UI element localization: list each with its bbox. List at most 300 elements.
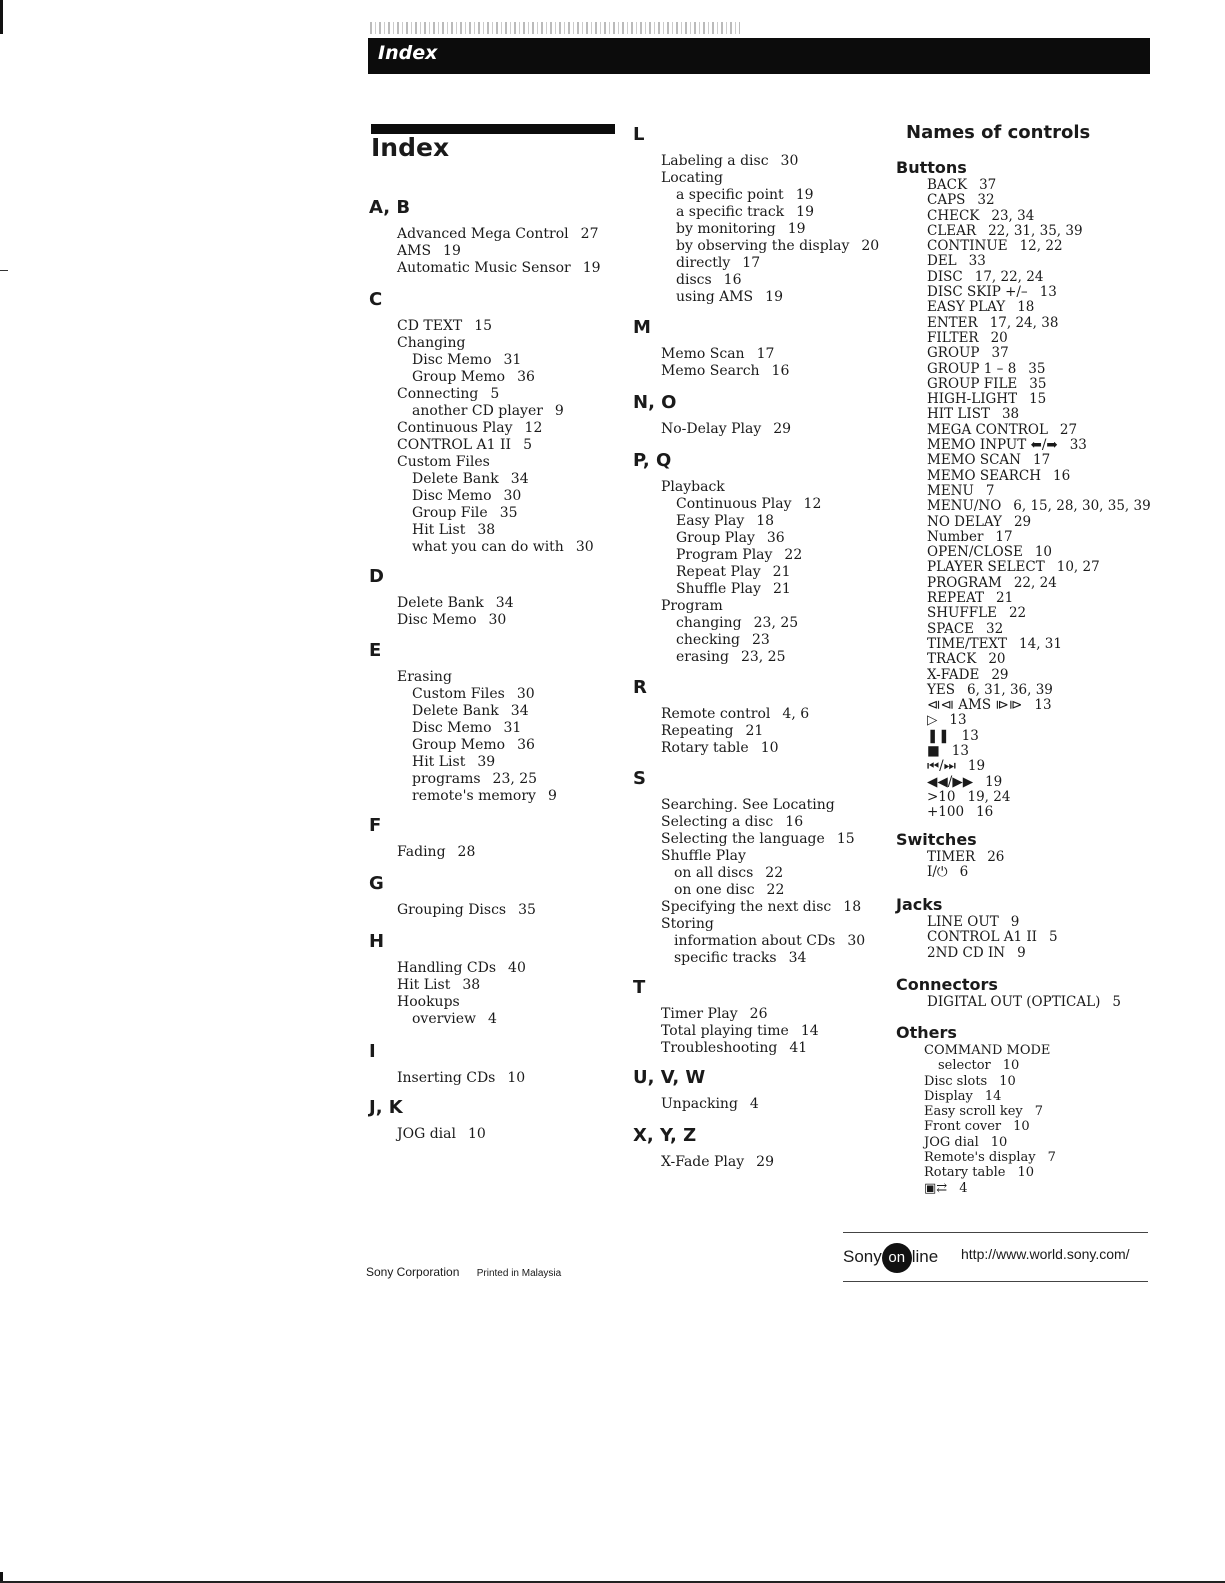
index-entry — [633, 848, 865, 865]
index-entry — [896, 606, 1151, 621]
entry-term: Disc Memo — [412, 720, 492, 736]
index-entry — [369, 539, 594, 556]
entry-term: ■ — [927, 742, 940, 759]
entry-term: COMMAND MODE — [924, 1043, 1051, 1058]
entry-term: CD TEXT — [397, 318, 463, 334]
entry-term: directly — [676, 255, 731, 271]
entry-term: Remote's display — [924, 1150, 1036, 1166]
index-entry — [896, 698, 1151, 713]
entry-page-number: 9 — [1017, 944, 1026, 961]
entry-page-number: 21 — [745, 723, 764, 739]
index-section — [369, 640, 557, 805]
entry-term: LINE OUT — [927, 914, 999, 930]
entry-term: Changing — [397, 335, 466, 351]
entry-term: erasing — [676, 649, 729, 665]
index-entry — [633, 615, 821, 632]
entry-term: Total playing time — [661, 1023, 789, 1039]
controls-group — [896, 158, 1151, 820]
entry-page-number: 31 — [503, 352, 522, 368]
entry-term: CONTROL A1 II — [927, 929, 1037, 946]
entry-page-number: 16 — [723, 272, 742, 288]
index-entry — [896, 346, 1151, 361]
entry-term: Custom Files — [412, 686, 505, 702]
entry-term: EASY PLAY — [927, 299, 1006, 316]
entry-term: ▷ — [927, 712, 938, 729]
entry-page-number: 4, 6 — [782, 706, 810, 722]
entry-page-number: 30 — [488, 612, 507, 628]
entry-term: >10 — [927, 788, 956, 805]
index-section — [369, 873, 536, 919]
index-entry — [633, 289, 879, 306]
index-entry — [896, 453, 1151, 468]
scan-edge-line — [0, 0, 3, 34]
index-entry — [633, 814, 865, 831]
index-entry — [633, 496, 821, 513]
entry-term: Custom Files — [397, 454, 490, 470]
entry-term: Locating — [661, 170, 723, 186]
entry-page-number: 16 — [785, 814, 804, 830]
index-entry — [896, 392, 1151, 407]
entry-term: Timer Play — [661, 1006, 738, 1022]
controls-group-title: Buttons — [896, 158, 967, 177]
entry-term: Memo Scan — [661, 346, 745, 362]
index-entry — [633, 346, 789, 363]
entry-term: SPACE — [927, 620, 975, 637]
controls-group — [896, 895, 1058, 961]
entry-page-number: 27 — [580, 226, 599, 242]
entry-page-number: 20 — [990, 329, 1008, 346]
entry-term: SHUFFLE — [927, 605, 997, 622]
entry-term: overview — [412, 1011, 476, 1027]
entry-term: TIMER — [927, 849, 976, 865]
entry-term: MEMO INPUT ⬅/➡ — [927, 437, 1058, 454]
entry-term: Disc Memo — [412, 352, 492, 368]
entry-term: Connecting — [397, 386, 479, 402]
index-entry — [369, 960, 526, 977]
index-section — [633, 1125, 774, 1171]
entry-page-number: 30 — [575, 539, 594, 555]
entry-page-number: 10 — [1002, 1058, 1020, 1074]
index-entry — [896, 591, 1151, 606]
index-section — [369, 815, 475, 861]
entry-page-number: 31 — [503, 720, 522, 736]
entry-term: ⏮/⏭ — [927, 758, 956, 775]
entry-term: changing — [676, 615, 742, 631]
entry-page-number: 19 — [795, 187, 814, 203]
index-entry — [369, 369, 594, 386]
index-entry — [896, 1119, 1056, 1134]
index-entry — [896, 1150, 1056, 1165]
entry-term: +100 — [927, 804, 965, 821]
index-entry — [896, 729, 1151, 744]
entry-term: Program Play — [676, 547, 773, 563]
entry-term: Unpacking — [661, 1096, 738, 1112]
entry-term: Hit List — [412, 522, 466, 538]
index-entry — [896, 1074, 1056, 1089]
entry-page-number: 32 — [977, 192, 995, 209]
index-entry — [369, 403, 594, 420]
index-entry — [896, 193, 1151, 208]
entry-term: Playback — [661, 479, 725, 495]
entry-term: CAPS — [927, 192, 966, 209]
entry-page-number: 9 — [547, 788, 557, 804]
names-of-controls-title: Names of controls — [906, 122, 1091, 143]
entry-page-number: 10 — [507, 1070, 526, 1086]
entry-page-number: 6, 31, 36, 39 — [967, 681, 1053, 698]
index-entry — [896, 530, 1151, 545]
entry-term: REPEAT — [927, 590, 984, 607]
entry-term: DISC SKIP +/– — [927, 284, 1028, 301]
index-section — [633, 677, 809, 757]
scan-edge-mark — [0, 270, 8, 271]
entry-term: Delete Bank — [412, 471, 499, 487]
entry-page-number: 10 — [1013, 1119, 1030, 1135]
entry-page-number: 33 — [1069, 437, 1087, 454]
entry-page-number: 38 — [1001, 406, 1020, 423]
entry-term: what you can do with — [412, 539, 564, 555]
entry-term: Selecting a disc — [661, 814, 774, 830]
index-section — [633, 977, 819, 1057]
entry-term: information about CDs — [674, 933, 836, 949]
entry-page-number: 34 — [495, 595, 514, 611]
entry-term: Disc Memo — [412, 488, 492, 504]
entry-page-number: 34 — [510, 703, 529, 719]
entry-term: DISC — [927, 268, 963, 285]
entry-page-number: 29 — [1013, 513, 1032, 530]
index-entry — [369, 420, 594, 437]
index-entry — [633, 272, 879, 289]
entry-term: Specifying the next disc — [661, 899, 832, 915]
entry-page-number: 5 — [1112, 994, 1121, 1010]
entry-term: Front cover — [924, 1119, 1002, 1135]
entry-term: ⧏⧏ AMS ⧐⧐ — [927, 697, 1023, 714]
index-entry — [633, 363, 789, 380]
index-entry — [896, 499, 1151, 514]
index-entry — [633, 1023, 819, 1040]
entry-term: DIGITAL OUT (OPTICAL) — [927, 994, 1101, 1010]
index-entry — [896, 484, 1151, 499]
entry-term: FILTER — [927, 329, 979, 346]
entry-page-number: 39 — [477, 754, 496, 770]
index-entry — [633, 797, 865, 814]
entry-page-number: 7 — [985, 482, 995, 499]
index-entry — [369, 335, 594, 352]
index-entry — [896, 1181, 1056, 1196]
index-entry — [896, 270, 1151, 285]
entry-term: Group Memo — [412, 369, 506, 385]
index-entry — [369, 1011, 526, 1028]
entry-page-number: 35 — [1028, 360, 1046, 377]
entry-term: by observing the display — [676, 238, 850, 254]
entry-page-number: 19 — [787, 221, 806, 237]
entry-page-number: 21 — [772, 581, 791, 597]
entry-term: Shuffle Play — [676, 581, 761, 597]
controls-group-title: Switches — [896, 830, 977, 849]
entry-page-number: 23, 25 — [492, 771, 538, 787]
index-entry — [633, 170, 879, 187]
index-entry — [633, 421, 791, 438]
entry-term: Group Memo — [412, 737, 506, 753]
index-entry — [896, 805, 1151, 820]
index-entry — [633, 187, 879, 204]
index-entry — [896, 759, 1151, 774]
entry-page-number: 26 — [749, 1006, 768, 1022]
index-entry — [369, 788, 557, 805]
entry-term: Repeating — [661, 723, 734, 739]
index-entry — [633, 564, 821, 581]
entry-page-number: 22 — [765, 865, 784, 881]
entry-page-number: 17 — [756, 346, 775, 362]
index-entry — [369, 844, 475, 861]
entry-page-number: 35 — [499, 505, 518, 521]
entry-term: X-Fade Play — [661, 1154, 745, 1170]
index-entry — [896, 668, 1151, 683]
entry-page-number: 41 — [789, 1040, 808, 1056]
entry-term: MEGA CONTROL — [927, 421, 1048, 438]
index-entry — [633, 479, 821, 496]
entry-page-number: 18 — [756, 513, 775, 529]
index-entry — [896, 407, 1151, 422]
entry-term: on one disc — [674, 882, 755, 898]
entry-term: GROUP FILE — [927, 375, 1018, 392]
index-entry — [896, 946, 1058, 961]
controls-group — [896, 975, 1121, 1010]
controls-group — [896, 830, 1004, 881]
entry-term: on all discs — [674, 865, 754, 881]
entry-page-number: 30 — [516, 686, 535, 702]
section-letter: P, Q — [633, 450, 672, 471]
sony-online-logo: Sony on line — [843, 1243, 938, 1273]
index-section — [369, 1041, 525, 1087]
entry-term: JOG dial — [924, 1134, 979, 1150]
entry-page-number: 13 — [949, 712, 967, 729]
entry-page-number: 10 — [1017, 1165, 1034, 1181]
entry-page-number: 10 — [990, 1134, 1008, 1150]
index-entry — [369, 977, 526, 994]
index-entry — [896, 362, 1151, 377]
entry-page-number: 16 — [1052, 467, 1071, 484]
index-entry — [896, 469, 1151, 484]
entry-term: Easy Play — [676, 513, 745, 529]
entry-page-number: 36 — [517, 369, 535, 385]
entry-page-number: 16 — [771, 363, 790, 379]
index-entry — [369, 720, 557, 737]
index-entry — [369, 902, 536, 919]
index-entry — [633, 706, 809, 723]
entry-page-number: 10 — [760, 740, 779, 756]
index-entry — [896, 775, 1151, 790]
entry-page-number: 6, 15, 28, 30, 35, 39 — [1013, 498, 1151, 515]
entry-page-number: 23, 34 — [991, 207, 1035, 224]
entry-page-number: 35 — [1029, 375, 1047, 392]
entry-page-number: 21 — [772, 564, 791, 580]
index-entry — [633, 513, 821, 530]
entry-term: using AMS — [676, 289, 754, 305]
entry-term: CONTINUE — [927, 238, 1008, 255]
entry-page-number: 13 — [961, 727, 979, 744]
entry-page-number: 22 — [1008, 605, 1027, 622]
index-entry — [369, 669, 557, 686]
index-entry — [896, 1058, 1056, 1073]
entry-page-number: 7 — [1034, 1104, 1044, 1120]
printed-in: Printed in Malaysia — [476, 1268, 562, 1279]
index-entry — [633, 916, 865, 933]
index-entry — [896, 515, 1151, 530]
index-entry — [896, 995, 1121, 1010]
entry-term: GROUP 1 – 8 — [927, 360, 1017, 377]
entry-term: TRACK — [927, 651, 977, 668]
index-entry — [633, 255, 879, 272]
header-bar — [368, 38, 1150, 74]
entry-term: a specific track — [676, 204, 785, 220]
entry-page-number: 37 — [979, 177, 997, 193]
entry-page-number: 20 — [861, 238, 880, 254]
section-letter: U, V, W — [633, 1067, 706, 1088]
entry-page-number: 13 — [1039, 284, 1057, 301]
entry-page-number: 36 — [766, 530, 785, 546]
index-entry — [633, 649, 821, 666]
entry-term: ENTER — [927, 314, 978, 331]
entry-page-number: 5 — [490, 386, 500, 402]
index-entry — [896, 209, 1151, 224]
index-entry — [633, 882, 865, 899]
entry-term: MENU/NO — [927, 498, 1002, 515]
index-entry — [369, 318, 594, 335]
index-entry — [896, 576, 1151, 591]
index-entry — [369, 703, 557, 720]
entry-term: Number — [927, 528, 984, 545]
entry-page-number: 18 — [843, 899, 862, 915]
index-entry — [369, 488, 594, 505]
index-entry — [896, 545, 1151, 560]
entry-term: by monitoring — [676, 221, 776, 237]
entry-page-number: 29 — [773, 421, 792, 437]
entry-term: Program — [661, 598, 723, 614]
index-entry — [633, 1040, 819, 1057]
index-entry — [369, 754, 557, 771]
entry-term: remote's memory — [412, 788, 536, 804]
index-entry — [896, 285, 1151, 300]
entry-page-number: 32 — [986, 620, 1004, 637]
index-entry — [896, 438, 1151, 453]
entry-term: PROGRAM — [927, 574, 1002, 591]
index-entry — [369, 243, 601, 260]
section-letter: A, B — [369, 197, 411, 218]
entry-term: ▣⇄ — [924, 1180, 948, 1196]
section-letter: J, K — [369, 1097, 403, 1118]
entry-page-number: 10, 27 — [1056, 559, 1100, 576]
entry-page-number: 4 — [487, 1011, 497, 1027]
index-section — [369, 197, 601, 277]
controls-group — [896, 1023, 1056, 1196]
entry-term: Easy scroll key — [924, 1104, 1023, 1120]
index-entry — [896, 224, 1151, 239]
entry-term: MENU — [927, 482, 974, 499]
entry-page-number: 38 — [477, 522, 496, 538]
index-entry — [369, 437, 594, 454]
index-entry — [633, 1096, 759, 1113]
index-entry — [369, 352, 594, 369]
index-entry — [369, 226, 601, 243]
index-entry — [633, 933, 865, 950]
entry-term: programs — [412, 771, 481, 787]
entry-page-number: 18 — [1017, 299, 1035, 316]
entry-page-number: 34 — [788, 950, 807, 966]
index-entry — [633, 530, 821, 547]
entry-page-number: 12, 22 — [1019, 238, 1063, 255]
entry-page-number: 22, 24 — [1013, 574, 1057, 591]
index-entry — [896, 622, 1151, 637]
entry-term: AMS — [397, 243, 432, 259]
index-entry — [896, 637, 1151, 652]
entry-term: BACK — [927, 177, 968, 193]
entry-term: TIME/TEXT — [927, 635, 1008, 652]
index-section — [633, 768, 865, 967]
entry-term: Hit List — [412, 754, 466, 770]
index-entry — [369, 595, 514, 612]
entry-term: selector — [938, 1058, 991, 1074]
entry-term: specific tracks — [674, 950, 777, 966]
section-letter: L — [633, 124, 645, 145]
index-entry — [633, 153, 879, 170]
section-letter: X, Y, Z — [633, 1125, 697, 1146]
entry-page-number: 30 — [847, 933, 866, 949]
index-entry — [896, 1104, 1056, 1119]
index-entry — [633, 865, 865, 882]
index-entry — [896, 316, 1151, 331]
entry-term: Disc Memo — [397, 612, 477, 628]
index-entry — [633, 950, 865, 967]
entry-page-number: 13 — [951, 742, 969, 759]
entry-term: a specific point — [676, 187, 784, 203]
index-section — [633, 392, 791, 438]
entry-page-number: 15 — [474, 318, 493, 334]
footer-imprint — [366, 1265, 561, 1279]
entry-term: Grouping Discs — [397, 902, 507, 918]
entry-page-number: 15 — [1029, 391, 1047, 408]
entry-term: Advanced Mega Control — [397, 226, 569, 242]
entry-page-number: 30 — [780, 153, 799, 169]
index-section — [369, 566, 514, 629]
index-entry — [633, 1154, 774, 1171]
index-entry — [896, 1135, 1056, 1150]
entry-page-number: 19 — [582, 260, 601, 276]
entry-term: discs — [676, 272, 712, 288]
entry-term: Storing — [661, 916, 714, 932]
entry-page-number: 9 — [554, 403, 564, 419]
index-entry — [369, 471, 594, 488]
entry-page-number: 40 — [508, 960, 526, 976]
index-entry — [633, 238, 879, 255]
entry-term: OPEN/CLOSE — [927, 544, 1023, 561]
entry-term: Inserting CDs — [397, 1070, 496, 1086]
section-letter: M — [633, 317, 651, 338]
section-letter: G — [369, 873, 384, 894]
entry-page-number: 29 — [756, 1154, 774, 1170]
entry-term: another CD player — [412, 403, 543, 419]
sony-url[interactable]: http://www.world.sony.com/ — [961, 1246, 1130, 1262]
entry-term: Memo Search — [661, 363, 760, 379]
index-entry — [896, 744, 1151, 759]
entry-term: I/⏻ — [927, 864, 948, 881]
index-entry — [633, 632, 821, 649]
entry-term: Group File — [412, 505, 488, 521]
company-name: Sony Corporation — [366, 1265, 460, 1279]
entry-term: HIGH-LIGHT — [927, 391, 1018, 408]
index-entry — [369, 260, 601, 277]
entry-term: CONTROL A1 II — [397, 437, 512, 453]
index-entry — [633, 581, 821, 598]
